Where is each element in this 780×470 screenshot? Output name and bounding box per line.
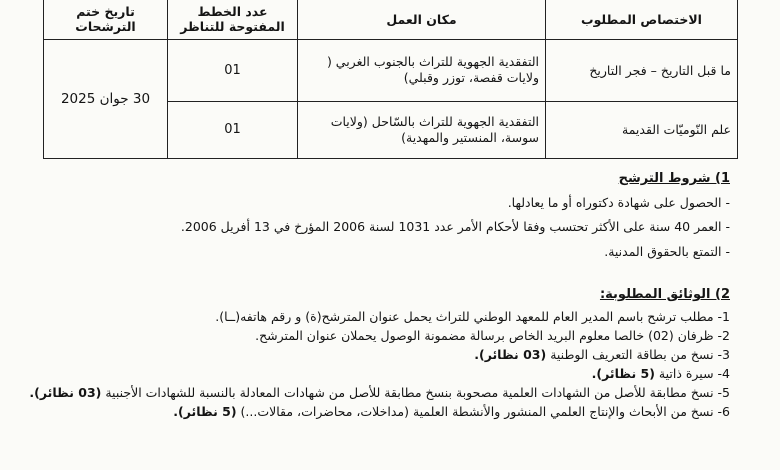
table-row [44,40,738,101]
document-item-text: 5- نسخ مطابقة للأصل من الشهادات العلمية مصحوبة بنسخ مطابقة للأصل من شهادات المعادلة بالنسبة للشهادات الأجنبية [101,385,730,400]
conditions-section [22,170,730,260]
header-specialty: الاختصاص المطلوب [546,0,738,40]
deadline-cell: 30 جوان 2025 [44,40,168,159]
document-item [22,308,730,325]
document-item-text: 1- مطلب ترشح باسم المدير العام للمعهد الوطني للتراث يحمل عنوان المترشح(ة) و رقم هاتفه(ــا). [215,309,730,324]
document-item-count: (5 نظائر). [173,404,237,419]
row-workplace: التفقدية الجهوية للتراث بالسّاحل (ولايات سوسة، المنستير والمهدية) [298,101,546,158]
condition-item: - الحصول على شهادة دكتوراه أو ما يعادلها. [507,195,730,210]
header-workplace: مكان العمل [298,0,546,40]
header-positions: عدد الخطط المفتوحة للتناظر [168,0,298,40]
document-item-count: (03 نظائر). [474,347,547,362]
document-item-text: 6- نسخ من الأبحاث والإنتاج العلمي المنشور والأنشطة العلمية (مداخلات، محاضرات، مقالات...) [236,404,730,419]
document-item-text: 4- سيرة ذاتية [654,366,730,381]
document-item [22,365,730,382]
document-item [22,327,730,344]
document-item-count: (5 نظائر). [591,366,655,381]
positions-table [43,0,738,159]
row-specialty: ما قبل التاريخ – فجر التاريخ [546,40,738,101]
header-deadline: تاريخ ختم الترشحات [44,0,168,40]
table-header-row [44,0,738,40]
document-item [22,346,730,363]
document-item-text: 3- نسخ من بطاقة التعريف الوطنية [546,347,730,362]
conditions-title: 1) شروط الترشح [618,171,730,186]
row-positions: 01 [168,40,298,101]
documents-section [22,286,730,420]
row-positions: 01 [168,101,298,158]
condition-item: - التمتع بالحقوق المدنية. [604,244,730,259]
document-item [22,384,730,401]
row-specialty: علم النّوميّات القديمة [546,101,738,158]
documents-title: 2) الوثائق المطلوبة: [599,287,730,302]
condition-item: - العمر 40 سنة على الأكثر تحتسب وفقا لأحكام الأمر عدد 1031 لسنة 2006 المؤرخ في 13 أفريل 2006. [180,219,730,234]
document-item-count: (03 نظائر). [29,385,102,400]
document-item-text: 2- ظرفان (02) خالصا معلوم البريد الخاص برسالة مضمونة الوصول يحملان عنوان المترشح. [255,328,730,343]
document-item [22,403,730,420]
row-workplace: التفقدية الجهوية للتراث بالجنوب الغربي ( ولايات قفصة، توزر وقبلي) [298,40,546,101]
